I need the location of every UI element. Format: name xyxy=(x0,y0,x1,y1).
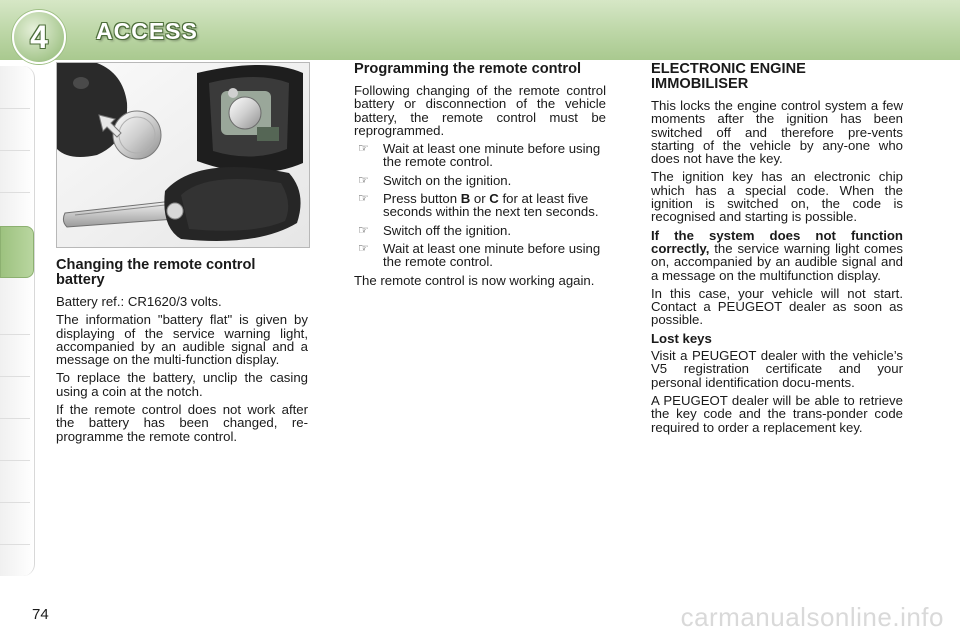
lost-keys-heading: Lost keys xyxy=(651,330,712,346)
side-tab-6[interactable] xyxy=(0,334,30,377)
remote-key-illustration xyxy=(57,63,309,247)
site-watermark: carmanualsonline.info xyxy=(680,602,944,632)
immobiliser-paragraph: If the system does not function correctly, the service warning light comes on, accompanied by an audible signal and a message on the multifunction display. xyxy=(651,227,903,283)
button-b-label: B xyxy=(460,191,471,207)
step-item: ☞ Wait at least one minute before using the remote control. xyxy=(358,240,601,270)
immobiliser-paragraph: In this case, your vehicle will not start. Contact a PEUGEOT dealer as soon as possible. xyxy=(651,285,903,328)
remote-key-photo xyxy=(56,62,310,248)
step-item: ☞ Wait at least one minute before using the remote control. xyxy=(358,141,601,170)
battery-paragraph: To replace the battery, unclip the casing using a coin at the notch. xyxy=(56,370,308,399)
immobiliser-paragraph: A PEUGEOT dealer will be able to retrieve the key code and the trans-ponder code required to order a replacement key. xyxy=(651,392,903,435)
immobiliser-section xyxy=(651,62,903,439)
immobiliser-heading: ELECTRONIC ENGINE IMMOBILISER xyxy=(651,61,806,92)
chapter-side-tabs xyxy=(0,66,35,576)
step-item: ☞ Press button B or C for at least five seconds within the next ten seconds. xyxy=(358,191,599,220)
pointing-hand-icon: ☞ xyxy=(358,222,369,237)
programming-heading: Programming the remote control xyxy=(354,61,582,77)
page-number: 74 xyxy=(32,606,49,623)
side-tab-3[interactable] xyxy=(0,150,30,193)
battery-heading: Changing the remote control battery xyxy=(56,257,256,288)
button-c-label: C xyxy=(489,191,499,207)
side-tab-2[interactable] xyxy=(0,108,30,151)
side-tab-8[interactable] xyxy=(0,418,30,461)
battery-paragraph: If the remote control does not work after the battery has been changed, re-programme the remote control. xyxy=(56,402,308,444)
immobiliser-paragraph: Visit a PEUGEOT dealer with the vehicle’s V5 registration certificate and your personal identification docu-ments. xyxy=(651,348,903,390)
step-item: ☞ Switch on the ignition. xyxy=(358,172,512,188)
side-tab-1[interactable] xyxy=(0,66,30,109)
battery-paragraph: Battery ref.: CR1620/3 volts. xyxy=(56,294,222,309)
malfunction-label: If the system does not function correctly, xyxy=(651,227,903,256)
chapter-title: ACCESS xyxy=(96,18,198,44)
side-tab-5[interactable] xyxy=(0,292,30,335)
side-tab-7[interactable] xyxy=(0,376,30,419)
pointing-hand-icon: ☞ xyxy=(358,172,369,187)
chapter-number-badge: 4 xyxy=(12,10,66,64)
immobiliser-paragraph: This locks the engine control system a few moments after the ignition has been switched off and therefore pre-vents starting of the vehicle by any-one who does not have the key. xyxy=(651,98,903,167)
pointing-hand-icon: ☞ xyxy=(358,240,369,255)
programming-section xyxy=(354,62,606,292)
programming-steps xyxy=(354,142,606,268)
battery-section xyxy=(56,258,308,448)
side-tab-9[interactable] xyxy=(0,460,30,503)
programming-intro: Following changing of the remote control battery or disconnection of the vehicle battery, the remote control must be reprogrammed. xyxy=(354,83,606,138)
chapter-header xyxy=(0,0,960,60)
battery-paragraph: The information "battery flat" is given by displaying of the service warning light, accompanied by an audible signal and a message on the multi-function display. xyxy=(56,312,308,368)
pointing-hand-icon: ☞ xyxy=(358,141,369,156)
programming-outro: The remote control is now working again. xyxy=(354,272,595,288)
side-tab-10[interactable] xyxy=(0,502,30,545)
side-tab-active[interactable] xyxy=(0,226,34,278)
pointing-hand-icon: ☞ xyxy=(358,191,369,206)
step-item: ☞ Switch off the ignition. xyxy=(358,222,512,238)
immobiliser-paragraph: The ignition key has an electronic chip which has a special code. When the ignition is switched on, the code is recognised and starting is possible. xyxy=(651,169,903,225)
